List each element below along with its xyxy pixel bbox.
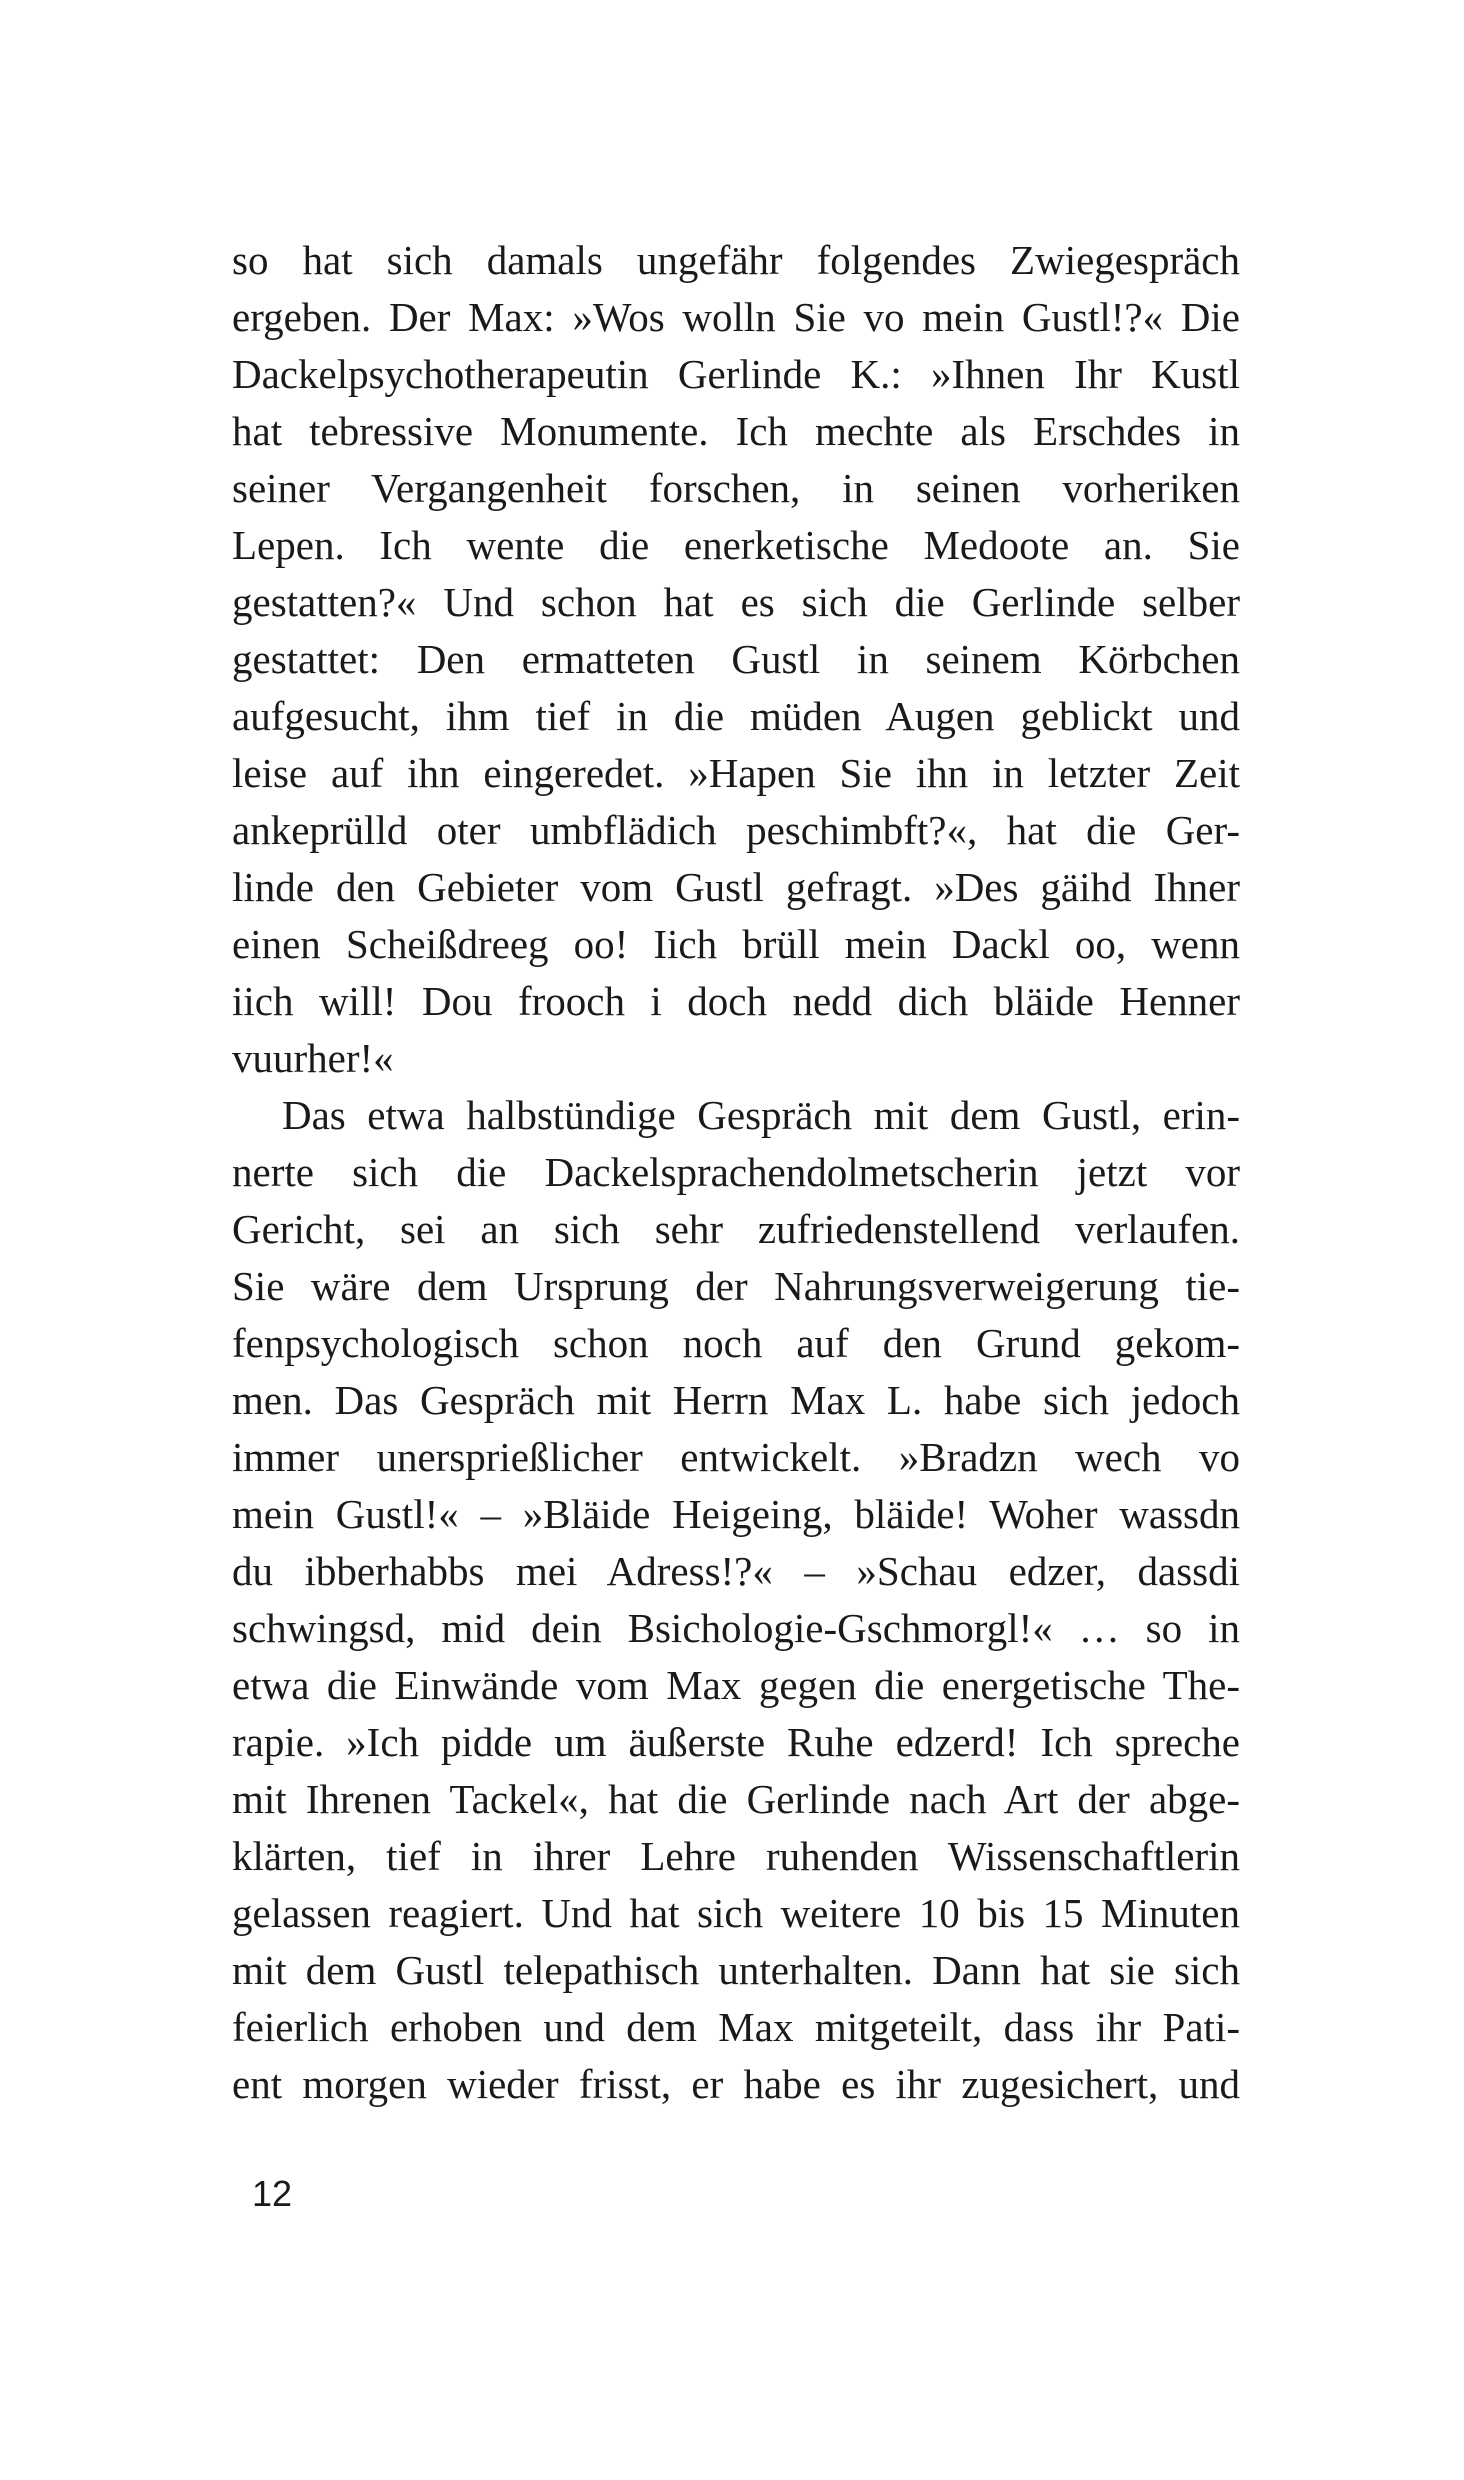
text-line: immer unersprießlicher entwickelt. »Bradzn wech vo [232, 1434, 1240, 1480]
text-line: mit Ihrenen Tackel«, hat die Gerlinde nach Art der abge- [232, 1776, 1240, 1822]
text-line: rapie. »Ich pidde um äußerste Ruhe edzerd! Ich spreche [232, 1719, 1240, 1765]
text-line: gestatten?« Und schon hat es sich die Gerlinde selber [232, 579, 1240, 625]
text-line: mein Gustl!« – »Bläide Heigeing, bläide! Woher wassdn [232, 1491, 1240, 1537]
text-line: iich will! Dou frooch i doch nedd dich bläide Henner [232, 978, 1240, 1024]
text-line: schwingsd, mid dein Bsichologie-Gschmorgl!« … so in [232, 1605, 1240, 1651]
text-line: ent morgen wieder frisst, er habe es ihr zugesichert, und [232, 2061, 1240, 2107]
text-line: ankeprülld oter umbflädich peschimbft?«, hat die Ger- [232, 807, 1240, 853]
text-line: Das etwa halbstündige Gespräch mit dem Gustl, erin- [282, 1092, 1240, 1138]
text-line: Dackelpsychotherapeutin Gerlinde K.: »Ihnen Ihr Kustl [232, 351, 1240, 397]
text-line: Gericht, sei an sich sehr zufriedenstellend verlaufen. [232, 1206, 1240, 1252]
text-line: Sie wäre dem Ursprung der Nahrungsverweigerung tie- [232, 1263, 1240, 1309]
text-line: aufgesucht, ihm tief in die müden Augen geblickt und [232, 693, 1240, 739]
text-line: einen Scheißdreeg oo! Iich brüll mein Dackl oo, wenn [232, 921, 1240, 967]
text-line: feierlich erhoben und dem Max mitgeteilt, dass ihr Pati- [232, 2004, 1240, 2050]
text-line: mit dem Gustl telepathisch unterhalten. Dann hat sie sich [232, 1947, 1240, 1993]
text-line: vuurher!« [232, 1035, 394, 1081]
text-line: nerte sich die Dackelsprachendolmetscherin jetzt vor [232, 1149, 1240, 1195]
text-line: du ibberhabbs mei Adress!?« – »Schau edzer, dassdi [232, 1548, 1240, 1594]
text-line: linde den Gebieter vom Gustl gefragt. »Des gäihd Ihner [232, 864, 1240, 910]
text-line: klärten, tief in ihrer Lehre ruhenden Wissenschaftlerin [232, 1833, 1240, 1879]
text-line: hat tebressive Monumente. Ich mechte als Erschdes in [232, 408, 1240, 454]
text-line: gelassen reagiert. Und hat sich weitere 10 bis 15 Minuten [232, 1890, 1240, 1936]
text-line: Lepen. Ich wente die enerketische Medoote an. Sie [232, 522, 1240, 568]
text-line: leise auf ihn eingeredet. »Hapen Sie ihn in letzter Zeit [232, 750, 1240, 796]
body-text [232, 232, 1240, 2113]
text-line: seiner Vergangenheit forschen, in seinen vorheriken [232, 465, 1240, 511]
text-line: so hat sich damals ungefähr folgendes Zwiegespräch [232, 237, 1240, 283]
text-line: gestattet: Den ermatteten Gustl in seinem Körbchen [232, 636, 1240, 682]
text-line: etwa die Einwände vom Max gegen die energetische The- [232, 1662, 1240, 1708]
text-line: ergeben. Der Max: »Wos wolln Sie vo mein Gustl!?« Die [232, 294, 1240, 340]
text-line: men. Das Gespräch mit Herrn Max L. habe sich jedoch [232, 1377, 1240, 1423]
page-number: 12 [252, 2173, 293, 2214]
text-line: fenpsychologisch schon noch auf den Grund gekom- [232, 1320, 1240, 1366]
